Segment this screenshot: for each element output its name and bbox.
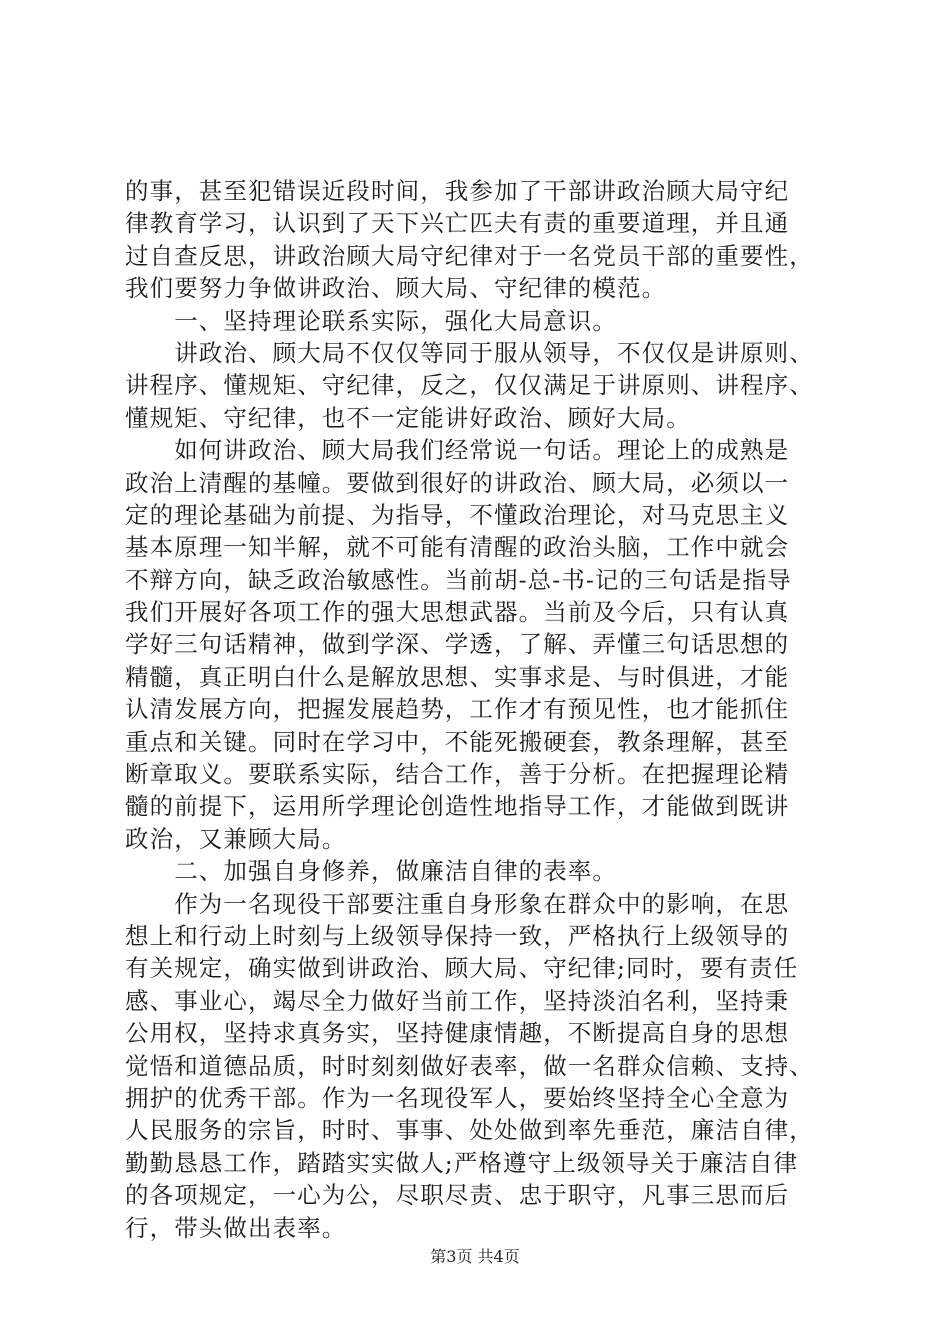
text-line: 认清发展方向，把握发展趋势，工作才有预见性，也才能抓住 <box>125 695 790 724</box>
text-line: 髓的前提下，运用所学理论创造性地指导工作，才能做到既讲 <box>125 792 790 821</box>
text-line: 有关规定，确实做到讲政治、顾大局、守纪律;同时，要有责任 <box>125 954 799 983</box>
section-heading: 二、加强自身修养，做廉洁自律的表率。 <box>125 857 617 886</box>
text-line: 勤勤恳恳工作，踏踏实实做人;严格遵守上级领导关于廉洁自律 <box>125 1148 799 1177</box>
text-line: 讲程序、懂规矩、守纪律，反之，仅仅满足于讲原则、讲程序、 <box>125 371 814 400</box>
text-line: 律教育学习，认识到了天下兴亡匹夫有责的重要道理，并且通 <box>125 209 790 238</box>
text-line: 我们要努力争做讲政治、顾大局、守纪律的模范。 <box>125 274 667 303</box>
text-line: 政治，又兼顾大局。 <box>125 824 347 853</box>
text-line: 的事，甚至犯错误近段时间，我参加了干部讲政治顾大局守纪 <box>125 177 790 205</box>
text-line: 政治上清醒的基幢。要做到很好的讲政治、顾大局，必须以一 <box>125 468 790 497</box>
text-line: 作为一名现役干部要注重自身形象在群众中的影响，在思 <box>125 889 790 918</box>
text-line: 基本原理一知半解，就不可能有清醒的政治头脑，工作中就会 <box>125 533 790 562</box>
text-line: 断章取义。要联系实际，结合工作，善于分析。在把握理论精 <box>125 760 790 789</box>
text-line: 过自查反思，讲政治顾大局守纪律对于一名党员干部的重要性， <box>125 241 814 270</box>
page-footer <box>0 1244 950 1267</box>
text-line: 重点和关键。同时在学习中，不能死搬硬套，教条理解，甚至 <box>125 727 790 756</box>
text-line: 的各项规定，一心为公，尽职尽责、忠于职守，凡事三思而后 <box>125 1181 790 1210</box>
text-line: 感、事业心，竭尽全力做好当前工作，坚持淡泊名利，坚持秉 <box>125 986 790 1015</box>
document-body <box>125 175 845 1244</box>
text-line: 学好三句话精神，做到学深、学透，了解、弄懂三句话思想的 <box>125 630 790 659</box>
text-line: 觉悟和道德品质，时时刻刻做好表率，做一名群众信赖、支持、 <box>125 1051 814 1080</box>
text-line: 拥护的优秀干部。作为一名现役军人，要始终坚持全心全意为 <box>125 1083 790 1112</box>
page-number: 第3页 共4页 <box>430 1247 520 1266</box>
text-line: 我们开展好各项工作的强大思想武器。当前及今后，只有认真 <box>125 598 790 627</box>
text-line: 如何讲政治、顾大局我们经常说一句话。理论上的成熟是 <box>125 436 790 465</box>
text-line: 讲政治、顾大局不仅仅等同于服从领导，不仅仅是讲原则、 <box>125 338 814 367</box>
text-line: 懂规矩、守纪律，也不一定能讲好政治、顾好大局。 <box>125 403 691 432</box>
text-line: 精髓，真正明白什么是解放思想、实事求是、与时俱进，才能 <box>125 662 790 691</box>
section-heading: 一、坚持理论联系实际，强化大局意识。 <box>125 306 617 335</box>
text-line: 行，带头做出表率。 <box>125 1213 347 1242</box>
text-line: 想上和行动上时刻与上级领导保持一致，严格执行上级领导的 <box>125 921 790 950</box>
text-line: 定的理论基础为前提、为指导，不懂政治理论，对马克思主义 <box>125 500 790 529</box>
text-line: 公用权，坚持求真务实，坚持健康情趣，不断提高自身的思想 <box>125 1019 790 1048</box>
text-line: 不辩方向，缺乏政治敏感性。当前胡-总-书-记的三句话是指导 <box>125 565 792 594</box>
text-line: 人民服务的宗旨，时时、事事、处处做到率先垂范，廉洁自律， <box>125 1116 814 1145</box>
